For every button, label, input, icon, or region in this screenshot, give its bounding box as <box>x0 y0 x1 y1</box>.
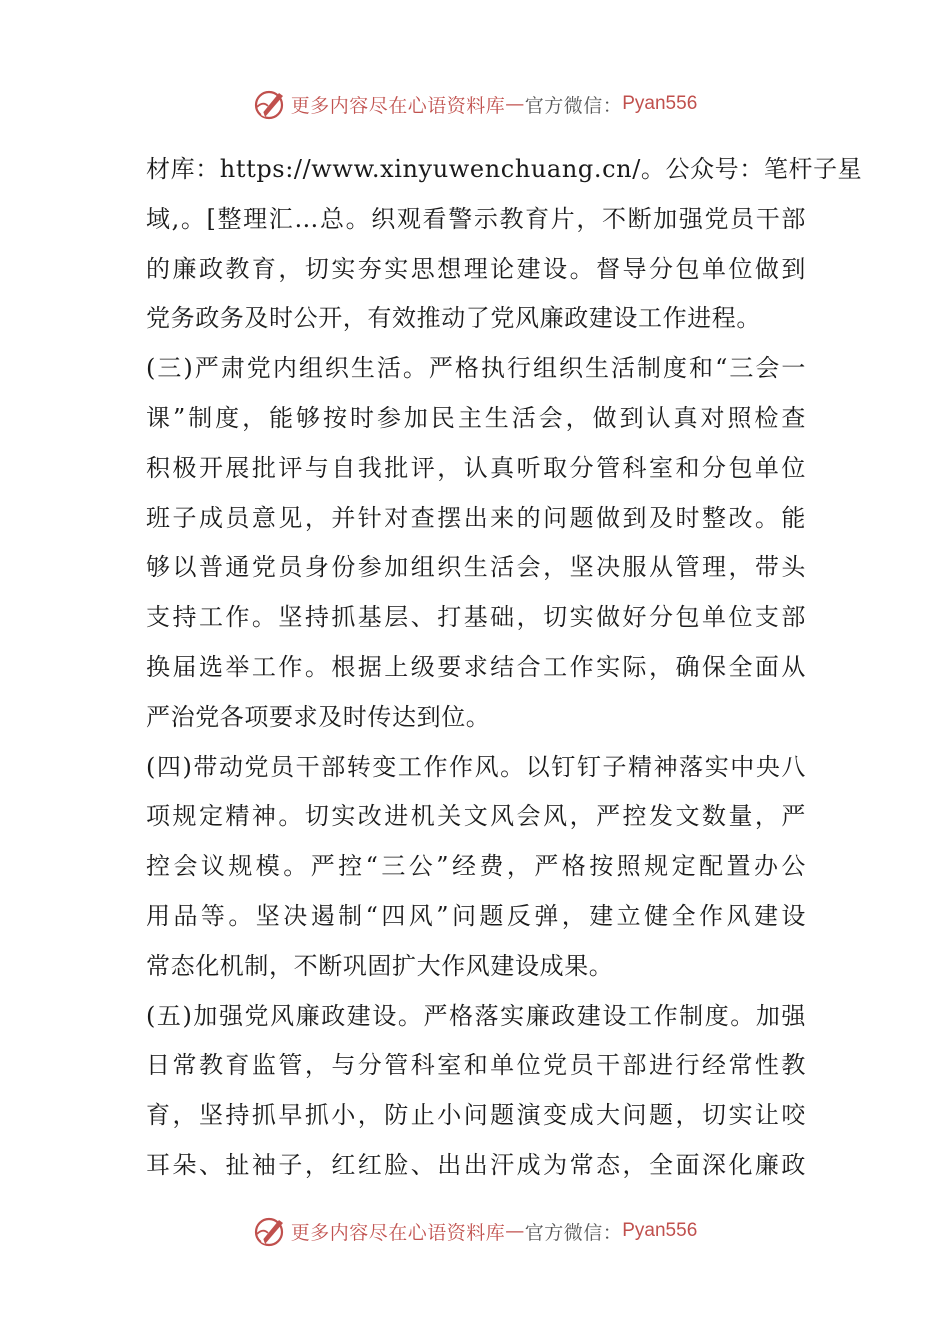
header-dash: — <box>505 93 525 115</box>
body-line: 课”制度，能够按时参加民主生活会，做到认真对照检查 <box>146 403 806 432</box>
body-line: 育，坚持抓早抓小，防止小问题演变成大问题，切实让咬 <box>146 1101 806 1130</box>
body-line: 严治党各项要求及时传达到位。 <box>146 702 491 731</box>
body-line: (五)加强党风廉政建设。严格落实廉政建设工作制度。加强 <box>146 1001 806 1030</box>
footer-wechat-label: 官方微信： <box>524 1221 623 1244</box>
header-wechat-id: Pyan556 <box>622 93 698 114</box>
body-line: 换届选举工作。根据上级要求结合工作实际，确保全面从 <box>146 652 806 681</box>
body-line: 域,。[整理汇…总。织观看警示教育片，不断加强党员干部 <box>146 204 806 233</box>
header-site-name: 更多内容尽在心语资料库 <box>290 94 506 117</box>
document-body <box>146 145 863 1191</box>
footer-banner <box>0 1211 950 1251</box>
pen-logo-icon <box>253 87 287 121</box>
footer-dash: — <box>505 1220 525 1242</box>
body-line: 支持工作。坚持抓基层、打基础，切实做好分包单位支部 <box>146 603 806 632</box>
body-line: 耳朵、扯袖子，红红脸、出出汗成为常态，全面深化廉政 <box>146 1150 806 1179</box>
body-line: 的廉政教育，切实夯实思想理论建设。督导分包单位做到 <box>146 254 806 283</box>
footer-wechat-id: Pyan556 <box>622 1220 698 1241</box>
header-wechat-label: 官方微信： <box>524 94 623 117</box>
footer-site-name: 更多内容尽在心语资料库 <box>290 1221 506 1244</box>
body-line: (三)严肃党内组织生活。严格执行组织生活制度和“三会一 <box>146 354 806 383</box>
body-line: 日常教育监管，与分管科室和单位党员干部进行经常性教 <box>146 1051 806 1080</box>
header-banner <box>0 84 950 124</box>
body-line: 用品等。坚决遏制“四风”问题反弹，建立健全作风建设 <box>146 901 806 930</box>
body-line: 积极开展批评与自我批评，认真听取分管科室和分包单位 <box>146 453 806 482</box>
body-line: 控会议规模。严控“三公”经费，严格按照规定配置办公 <box>146 852 806 881</box>
body-line: 项规定精神。切实改进机关文风会风，严控发文数量，严 <box>146 802 806 831</box>
pen-logo-icon <box>253 1214 287 1248</box>
body-line: 常态化机制，不断巩固扩大作风建设成果。 <box>146 951 614 980</box>
body-line: 够以普通党员身份参加组织生活会，坚决服从管理，带头 <box>146 553 806 582</box>
body-line: 班子成员意见，并针对查摆出来的问题做到及时整改。能 <box>146 503 806 532</box>
body-line: (四)带动党员干部转变工作作风。以钉钉子精神落实中央八 <box>146 752 806 781</box>
body-line: 党务政务及时公开，有效推动了党风廉政建设工作进程。 <box>146 304 761 333</box>
body-line: 材库：https://www.xinyuwenchuang.cn/。公众号：笔杆子星 <box>146 155 863 183</box>
